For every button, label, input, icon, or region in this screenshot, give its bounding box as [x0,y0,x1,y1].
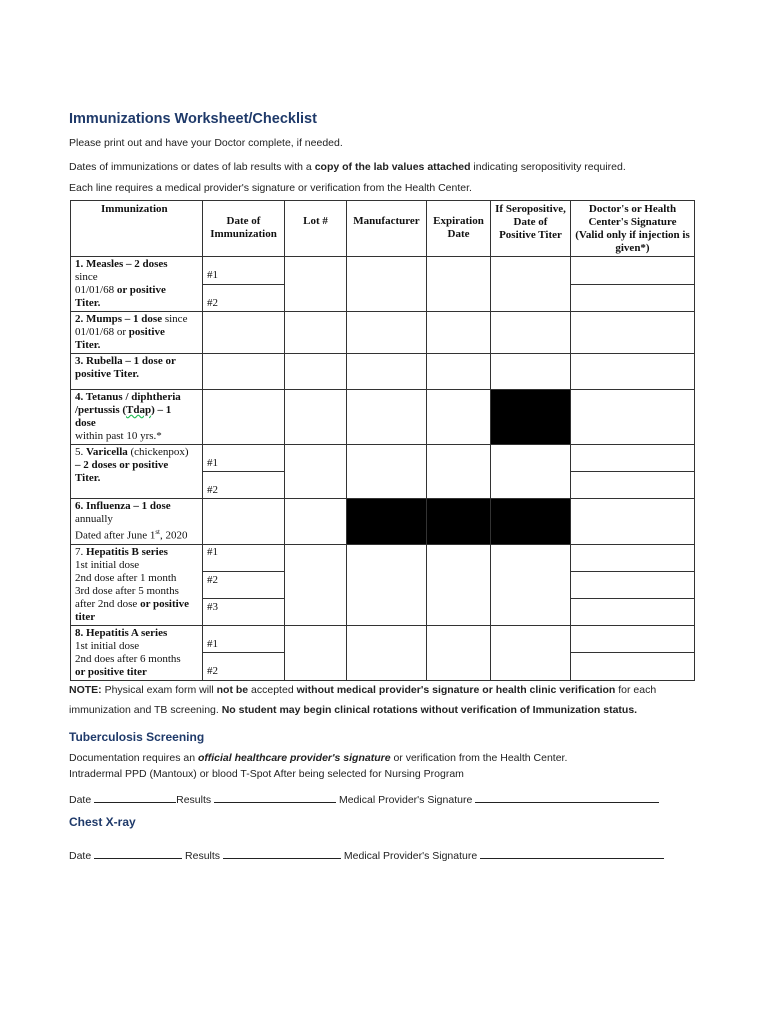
dose-label: #2 [203,571,285,598]
expiration-cell[interactable] [427,257,491,312]
header-manufacturer: Manufacturer [347,201,427,257]
xray-date-field[interactable] [94,847,182,859]
dose-label: #2 [203,284,285,312]
blocked-cell [491,390,571,445]
expiration-cell[interactable] [427,445,491,499]
signature-cell[interactable] [571,653,695,681]
blocked-cell [491,499,571,545]
signature-cell[interactable] [571,598,695,625]
manufacturer-cell[interactable] [347,445,427,499]
header-lot: Lot # [285,201,347,257]
seropositive-cell[interactable] [491,445,571,499]
measles-cell: 1. Measles – 2 doses since 01/01/68 or positive Titer. [71,257,203,312]
manufacturer-cell[interactable] [347,257,427,312]
tetanus-cell: 4. Tetanus / diphtheria /pertussis (Tdap) – 1 dose within past 10 yrs.* [71,390,203,445]
lot-cell[interactable] [285,257,347,312]
dose-label: #1 [203,625,285,653]
table-row [71,544,695,571]
manufacturer-cell[interactable] [347,312,427,354]
lot-cell[interactable] [285,312,347,354]
lot-cell[interactable] [285,445,347,499]
varicella-cell: 5. Varicella (chickenpox) – 2 doses or positive Titer. [71,445,203,499]
expiration-cell[interactable] [427,544,491,625]
blocked-cell [427,499,491,545]
lot-cell[interactable] [285,544,347,625]
seropositive-cell[interactable] [491,312,571,354]
dose-label: #1 [203,257,285,285]
blocked-cell [347,499,427,545]
signature-cell[interactable] [571,625,695,653]
intro-line-3: Each line requires a medical provider's signature or verification from the Health Center. [69,182,472,194]
manufacturer-cell[interactable] [347,390,427,445]
dose-label: #1 [203,544,285,571]
date-cell[interactable] [203,312,285,354]
lot-cell[interactable] [285,354,347,390]
note-line-2: immunization and TB screening. No student may begin clinical rotations without verification of Immunization status. [69,704,638,716]
expiration-cell[interactable] [427,625,491,680]
hepatitis-a-cell: 8. Hepatitis A series 1st initial dose 2nd does after 6 months or positive titer [71,625,203,680]
table-row [71,354,695,390]
seropositive-cell[interactable] [491,354,571,390]
header-expiration: Expiration Date [427,201,491,257]
seropositive-cell[interactable] [491,257,571,312]
table-row [71,499,695,545]
seropositive-cell[interactable] [491,544,571,625]
table-row [71,257,695,285]
dose-label: #2 [203,653,285,681]
signature-cell[interactable] [571,472,695,499]
lot-cell[interactable] [285,390,347,445]
dose-label: #3 [203,598,285,625]
note-line-1: NOTE: Physical exam form will not be accepted without medical provider's signature or health clinic verification for each [69,684,657,696]
xray-heading: Chest X-ray [69,815,136,829]
xray-results-field[interactable] [223,847,341,859]
table-row [71,625,695,653]
manufacturer-cell[interactable] [347,544,427,625]
dose-label: #2 [203,472,285,499]
expiration-cell[interactable] [427,390,491,445]
header-seropositive: If Seropositive, Date of Positive Titer [491,201,571,257]
expiration-cell[interactable] [427,354,491,390]
tb-heading: Tuberculosis Screening [69,730,205,744]
hepatitis-b-cell: 7. Hepatitis B series 1st initial dose 2nd dose after 1 month 3rd dose after 5 months after 2nd dose or positive titer [71,544,203,625]
mumps-cell: 2. Mumps – 1 dose since 01/01/68 or positive Titer. [71,312,203,354]
intro-line-2: Dates of immunizations or dates of lab results with a copy of the lab values attached indicating seropositivity required. [69,161,626,173]
manufacturer-cell[interactable] [347,354,427,390]
signature-cell[interactable] [571,445,695,472]
date-cell[interactable] [203,390,285,445]
table-row [71,312,695,354]
intro-line-1: Please print out and have your Doctor complete, if needed. [69,137,343,149]
xray-signature-field[interactable] [480,847,664,859]
signature-cell[interactable] [571,354,695,390]
date-cell[interactable] [203,354,285,390]
page-title: Immunizations Worksheet/Checklist [69,111,317,127]
tb-date-field[interactable] [94,791,176,803]
xray-signature-row: Date Results Medical Provider's Signature [69,847,664,862]
seropositive-cell[interactable] [491,625,571,680]
tb-signature-field[interactable] [475,791,659,803]
table-row [71,445,695,472]
header-immunization: Immunization [71,201,203,257]
table-row [71,390,695,445]
rubella-cell: 3. Rubella – 1 dose or positive Titer. [71,354,203,390]
tb-line-2: Intradermal PPD (Mantoux) or blood T-Spot After being selected for Nursing Program [69,768,464,780]
signature-cell[interactable] [571,544,695,571]
signature-cell[interactable] [571,571,695,598]
signature-cell[interactable] [571,257,695,285]
manufacturer-cell[interactable] [347,625,427,680]
date-cell[interactable] [203,499,285,545]
dose-label: #1 [203,445,285,472]
expiration-cell[interactable] [427,312,491,354]
signature-cell[interactable] [571,312,695,354]
tb-line-1: Documentation requires an official healthcare provider's signature or verification from the Health Center. [69,752,568,764]
lot-cell[interactable] [285,625,347,680]
signature-cell[interactable] [571,499,695,545]
lot-cell[interactable] [285,499,347,545]
header-signature: Doctor's or Health Center's Signature (Valid only if injection is given*) [571,201,695,257]
immunization-table [70,200,695,681]
tb-signature-row: Date Results Medical Provider's Signature [69,791,659,806]
table-header-row [71,201,695,257]
signature-cell[interactable] [571,284,695,312]
signature-cell[interactable] [571,390,695,445]
header-date: Date of Immunization [203,201,285,257]
influenza-cell: 6. Influenza – 1 dose annually Dated after June 1st, 2020 [71,499,203,545]
tb-results-field[interactable] [214,791,336,803]
